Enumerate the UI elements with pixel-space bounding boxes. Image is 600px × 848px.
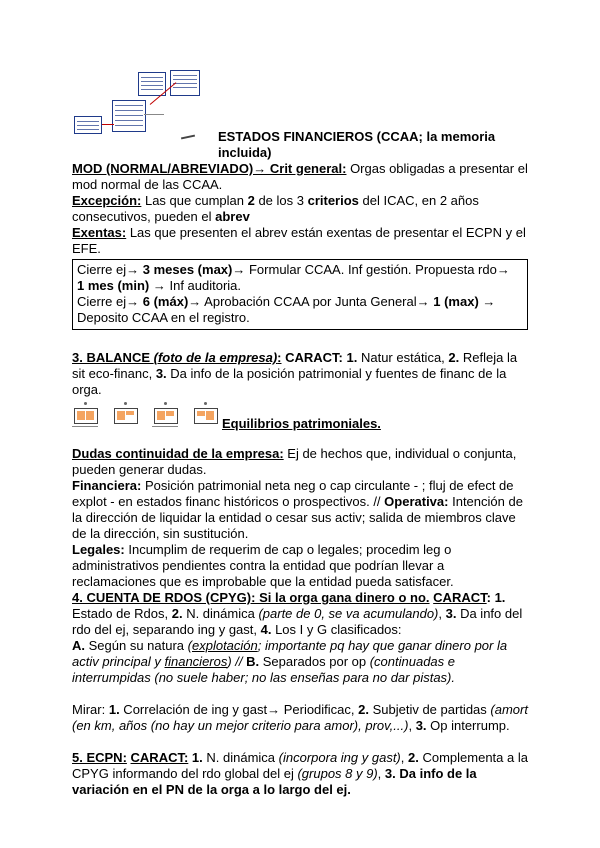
- text-span: del ICAC, en 2 años consecutivos, pueden el: [72, 193, 479, 224]
- deadlines-box: [72, 259, 528, 330]
- excepcion-paragraph: [72, 193, 528, 225]
- bold-span: 4.: [260, 622, 272, 637]
- box-line-3: [77, 294, 523, 310]
- mod-label: MOD (NORMAL/ABREVIADO)→ Crit general:: [72, 161, 347, 176]
- legales-label: Legales:: [72, 542, 125, 557]
- bold-span: 6 (máx): [142, 294, 189, 309]
- operativa-label: Operativa:: [384, 494, 449, 509]
- text-span: Incumplim de requerim de cap o legales; procedim leg o administrativos pendientes contra la entidad que podrían llevar a reclamaciones que es improbable que la entidad pueda satisfacer.: [72, 542, 454, 589]
- bold-span: abrev: [215, 209, 250, 224]
- bold-italic-span: (foto de la empresa): [153, 350, 278, 365]
- box-line-4: Deposito CCAA en el registro.: [77, 310, 250, 325]
- box-line-1: [77, 262, 523, 278]
- balance-diagram: [194, 408, 218, 424]
- bold-span: CARACT: [433, 590, 487, 605]
- italic-span: (incorpora ing y gast): [278, 750, 401, 765]
- pyg-paragraph: [72, 590, 528, 638]
- text-span: Intención de la dirección de liquidar la entidad o cesar sus activ; salida de miembros clave de la dirección, sin sustitución.: [72, 494, 523, 541]
- bold-span: A.: [72, 638, 85, 653]
- text-span: Separados por op: [259, 654, 370, 669]
- text-span: ,: [377, 766, 385, 781]
- italic-span: (amort (en km, años (no hay un mejor criterio para amor), prov,...): [72, 702, 528, 733]
- text-span: Correlación de ing y gast→ Periodificac,: [119, 702, 359, 717]
- document-title: [72, 129, 528, 161]
- ecpn-heading: 5. ECPN:: [72, 750, 127, 765]
- bold-span: :: [486, 590, 491, 605]
- box-line-2: [77, 278, 523, 294]
- text-span: Natur estática,: [357, 350, 449, 365]
- bold-span: 2.: [171, 606, 183, 621]
- pyg-classification: [72, 638, 528, 686]
- legales-paragraph: [72, 542, 528, 590]
- bold-span: 1 mes (min): [77, 278, 150, 293]
- text-span: → Aprobación CCAA por Junta General→: [188, 294, 434, 309]
- financiera-paragraph: [72, 478, 528, 542]
- bold-span: 2.: [408, 750, 419, 765]
- text-span: ,: [408, 718, 416, 733]
- text-span: Estado de Rdos,: [72, 606, 172, 621]
- bold-span: criterios: [307, 193, 359, 208]
- text-span: Mirar:: [72, 702, 109, 717]
- bold-span: 1.: [188, 750, 203, 765]
- bold-span: CARACT:: [281, 350, 343, 365]
- mod-text: Orgas obligadas a presentar el mod normal de las CCAA.: [72, 161, 528, 192]
- text-span: N. dinámica: [202, 750, 279, 765]
- text-span: Subjetiv de partidas: [368, 702, 491, 717]
- mod-paragraph: [72, 161, 528, 193]
- exentas-label: Exentas:: [72, 225, 127, 240]
- balance-diagram: [154, 408, 178, 424]
- text-span: Según su natura: [85, 638, 188, 653]
- dudas-paragraph: [72, 446, 528, 478]
- text-span: de los 3: [254, 193, 308, 208]
- text-span: N. dinámica: [182, 606, 259, 621]
- exentas-paragraph: [72, 225, 528, 257]
- exentas-text: Las que presenten el abrev están exentas de presentar el ECPN y el EFE.: [72, 225, 526, 256]
- balance-diagram: [74, 408, 98, 424]
- italic-span: ; importante pq hay que ganar dinero por la activ principal y: [72, 638, 508, 669]
- italic-span: (continuadas e interrumpidas (no suele haber; no las enseñas para no dar pistas).: [72, 654, 455, 685]
- bold-span: 2.: [448, 350, 460, 365]
- text-span: Cierre ej→: [77, 294, 143, 309]
- title-text: ESTADOS FINANCIEROS (CCAA; la memoria incluida): [218, 129, 496, 160]
- balance-heading: 3. BALANCE: [72, 350, 154, 365]
- text-span: Refleja la sit eco-financ,: [72, 350, 518, 381]
- bold-span: 1 (max): [433, 294, 479, 309]
- text-span: Las que cumplan: [141, 193, 248, 208]
- bold-span: 3.: [155, 366, 167, 381]
- balance-paragraph: [72, 350, 528, 398]
- excepcion-label: Excepción:: [72, 193, 142, 208]
- bold-span: 3.: [415, 718, 427, 733]
- text-span: Da info del rdo del ej, separando ing y gast,: [72, 606, 523, 637]
- bold-span: 2.: [358, 702, 369, 717]
- text-span: ,: [400, 750, 409, 765]
- italic-span: ) //: [227, 654, 247, 669]
- italic-span: (grupos 8 y 9): [297, 766, 378, 781]
- italic-span: (: [187, 638, 192, 653]
- text-span: Cierre ej→: [77, 262, 143, 277]
- dudas-label: Dudas continuidad de la empresa:: [72, 446, 284, 461]
- text-span: →: [478, 294, 496, 309]
- document-page: [72, 0, 528, 798]
- text-span: ,: [438, 606, 446, 621]
- text-span: Op interrump.: [426, 718, 510, 733]
- balance-diagram: [114, 408, 138, 424]
- text-span: Ej de hechos que, individual o conjunta, pueden generar dudas.: [72, 446, 517, 477]
- mirar-paragraph: [72, 702, 528, 734]
- text-span: Da info de la posición patrimonial y fuentes de financ de la orga.: [72, 366, 507, 397]
- italic-span: (parte de 0, se va acumulando): [258, 606, 439, 621]
- equilibrios-row: [72, 398, 528, 430]
- equilibrios-heading: Equilibrios patrimoniales.: [222, 416, 381, 431]
- text-span: → Formular CCAA. Inf gestión. Propuesta rdo→: [232, 262, 510, 277]
- financiera-label: Financiera:: [72, 478, 142, 493]
- text-span: → Inf auditoria.: [149, 278, 242, 293]
- text-span: Complementa a la CPYG informando del rdo global del ej: [72, 750, 528, 781]
- bold-span: 1.: [490, 590, 506, 605]
- text-span: Los I y G clasificados:: [271, 622, 402, 637]
- ecpn-paragraph: [72, 750, 528, 798]
- bold-span: 1.: [108, 702, 120, 717]
- pyg-heading: 4. CUENTA DE RDOS (CPYG): Si la orga gana dinero o no.: [72, 590, 430, 605]
- bold-span: B.: [246, 654, 260, 669]
- bold-span: 1.: [342, 350, 358, 365]
- bold-span: 3.: [445, 606, 457, 621]
- text-span: Posición patrimonial neta neg o cap circulante - ; fluj de efect de explot - en estados financ históricos o prospectivos. //: [72, 478, 514, 509]
- bold-span: CARACT:: [130, 750, 189, 765]
- caption-line: [152, 426, 178, 427]
- italic-underline-span: financieros: [164, 654, 228, 669]
- bold-span: :: [277, 350, 282, 365]
- bold-span: 2: [247, 193, 255, 208]
- bold-span: 3. Da info de la variación en el PN de la orga a lo largo del ej.: [72, 766, 477, 797]
- italic-underline-span: explotación: [191, 638, 258, 653]
- bold-span: 3 meses (max): [142, 262, 233, 277]
- caption-line: [72, 426, 98, 427]
